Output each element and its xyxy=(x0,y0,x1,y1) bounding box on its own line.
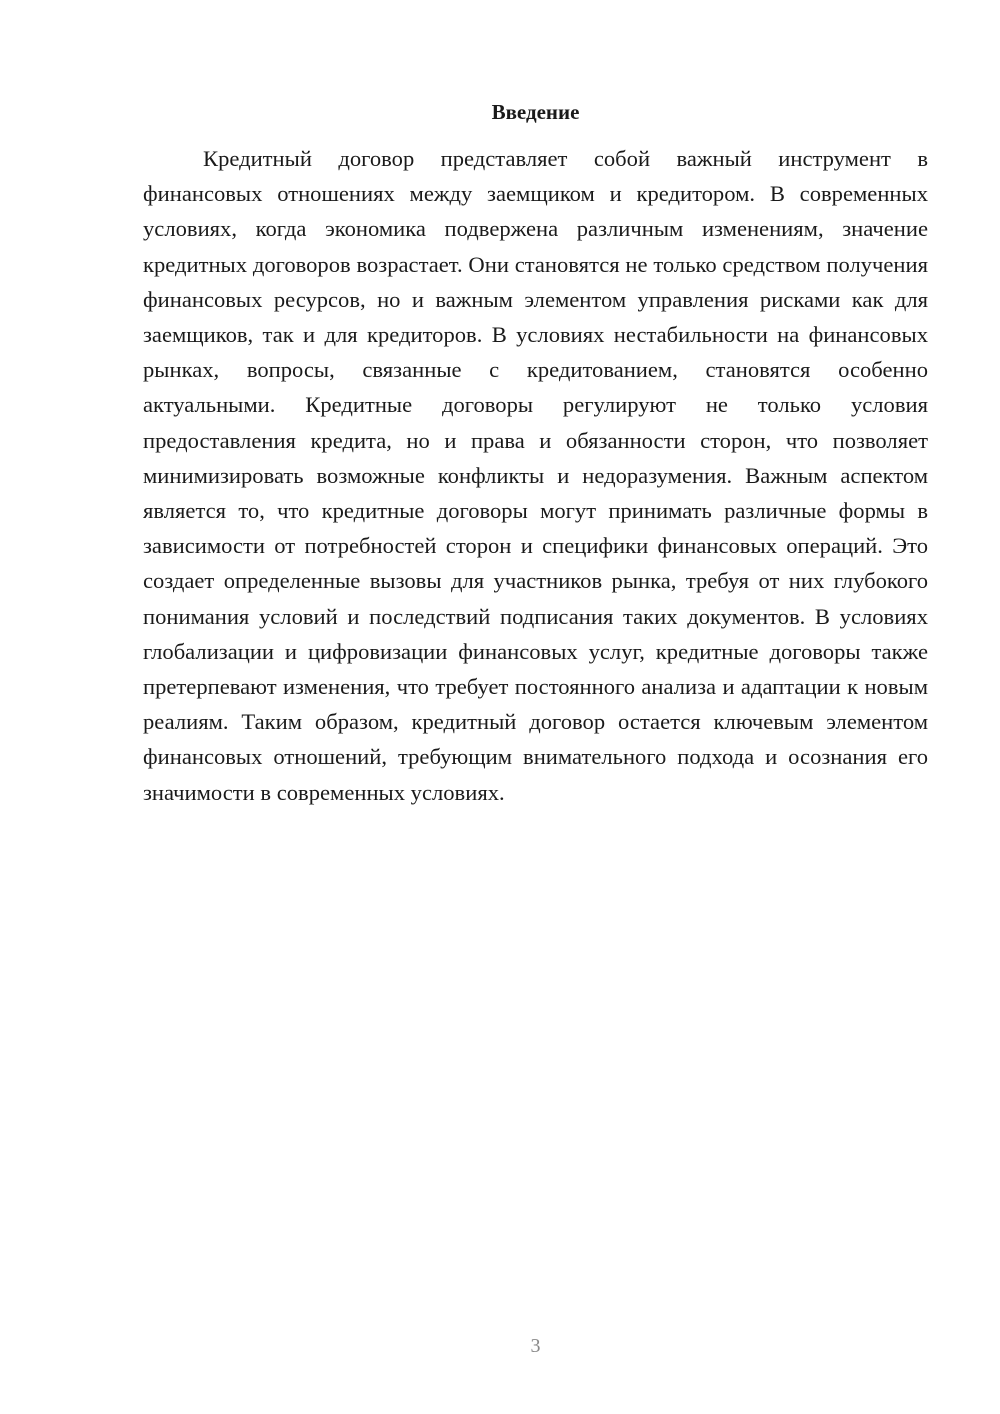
body-paragraph: Кредитный договор представляет собой важный инструмент в финансовых отношениях между заемщиком и кредитором. В современных условиях, когда экономика подвержена различным изменениям, значение кредитных договоров возрастает. Они становятся не только средством получения финансовых ресурсов, но и важным элементом управления рисками как для заемщиков, так и для кредиторов. В условиях нестабильности на финансовых рынках, вопросы, связанные с кредитованием, становятся особенно актуальными. Кредитные договоры регулируют не только условия предоставления кредита, но и права и обязанности сторон, что позволяет минимизировать возможные конфликты и недоразумения. Важным аспектом является то, что кредитные договоры могут принимать различные формы в зависимости от потребностей сторон и специфики финансовых операций. Это создает определенные вызовы для участников рынка, требуя от них глубокого понимания условий и последствий подписания таких документов. В условиях глобализации и цифровизации финансовых услуг, кредитные договоры также претерпевают изменения, что требует постоянного анализа и адаптации к новым реалиям. Таким образом, кредитный договор остается ключевым элементом финансовых отношений, требующим внимательного подхода и осознания его значимости в современных условиях. xyxy=(143,146,928,805)
page-number: 3 xyxy=(530,1335,541,1357)
section-heading: Введение xyxy=(491,100,580,124)
